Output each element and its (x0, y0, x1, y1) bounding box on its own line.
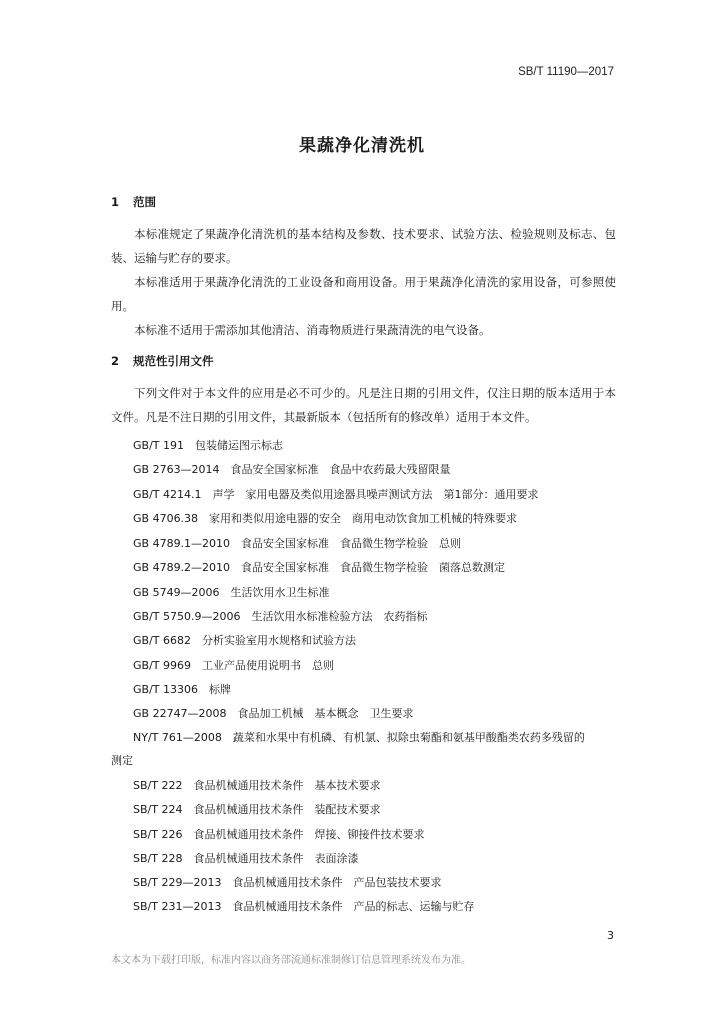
reference-item: SB/T 224 食品机械通用技术条件 装配技术要求 (133, 803, 381, 816)
reference-item: SB/T 229—2013 食品机械通用技术条件 产品包装技术要求 (133, 876, 442, 889)
scope-paragraph-3: 本标准不适用于需添加其他清洁、消毒物质进行果蔬清洗的电气设备。 (134, 323, 491, 337)
reference-item-continuation: 测定 (111, 754, 133, 767)
reference-item: GB 4706.38 家用和类似用途电器的安全 商用电动饮食加工机械的特殊要求 (133, 512, 518, 525)
normative-intro-paragraph: 下列文件对于本文件的应用是必不可少的。凡是注日期的引用文件，仅注日期的版本适用于本文件。凡是不注日期的引用文件，其最新版本（包括所有的修改单）适用于本文件。 (111, 386, 616, 424)
reference-item: GB/T 5750.9—2006 生活饮用水标准检验方法 农药指标 (133, 610, 428, 623)
section-1-heading (111, 194, 156, 210)
reference-item: SB/T 222 食品机械通用技术条件 基本技术要求 (133, 779, 381, 792)
standard-code: SB/T 11190—2017 (518, 66, 614, 78)
reference-item: GB/T 191 包装储运图示标志 (133, 439, 283, 452)
page-number: 3 (607, 929, 614, 942)
section-number: 1 (111, 195, 120, 209)
reference-item: GB/T 4214.1 声学 家用电器及类似用途器具噪声测试方法 第1部分：通用要求 (133, 488, 539, 501)
section-title: 规范性引用文件 (133, 354, 214, 368)
reference-item: SB/T 228 食品机械通用技术条件 表面涂漆 (133, 852, 359, 865)
section-title: 范围 (133, 195, 156, 209)
reference-item: GB 4789.1—2010 食品安全国家标准 食品微生物学检验 总则 (133, 537, 462, 550)
scope-paragraph-1: 本标准规定了果蔬净化清洗机的基本结构及参数、技术要求、试验方法、检验规则及标志、包装、运输与贮存的要求。 (111, 227, 616, 265)
section-number: 2 (111, 354, 120, 368)
section-2-heading (111, 353, 214, 369)
reference-item: NY/T 761—2008 蔬菜和水果中有机磷、有机氯、拟除虫菊酯和氨基甲酸酯类农药多残留的 (133, 731, 585, 744)
reference-item: GB/T 6682 分析实验室用水规格和试验方法 (133, 634, 356, 647)
reference-item: GB 22747—2008 食品加工机械 基本概念 卫生要求 (133, 707, 414, 720)
footer-note: 本文本为下载打印版，标准内容以商务部流通标准制修订信息管理系统发布为准。 (111, 955, 471, 966)
reference-item: GB 2763—2014 食品安全国家标准 食品中农药最大残留限量 (133, 463, 451, 476)
reference-item: GB/T 13306 标牌 (133, 683, 231, 696)
reference-item: SB/T 226 食品机械通用技术条件 焊接、铆接件技术要求 (133, 828, 425, 841)
scope-paragraph-2: 本标准适用于果蔬净化清洗的工业设备和商用设备。用于果蔬净化清洗的家用设备，可参照使用。 (111, 275, 616, 313)
document-title: 果蔬净化清洗机 (299, 136, 425, 156)
reference-item: SB/T 231—2013 食品机械通用技术条件 产品的标志、运输与贮存 (133, 900, 475, 913)
reference-item: GB 5749—2006 生活饮用水卫生标准 (133, 586, 330, 599)
reference-item: GB 4789.2—2010 食品安全国家标准 食品微生物学检验 菌落总数测定 (133, 561, 506, 574)
reference-item: GB/T 9969 工业产品使用说明书 总则 (133, 659, 334, 672)
